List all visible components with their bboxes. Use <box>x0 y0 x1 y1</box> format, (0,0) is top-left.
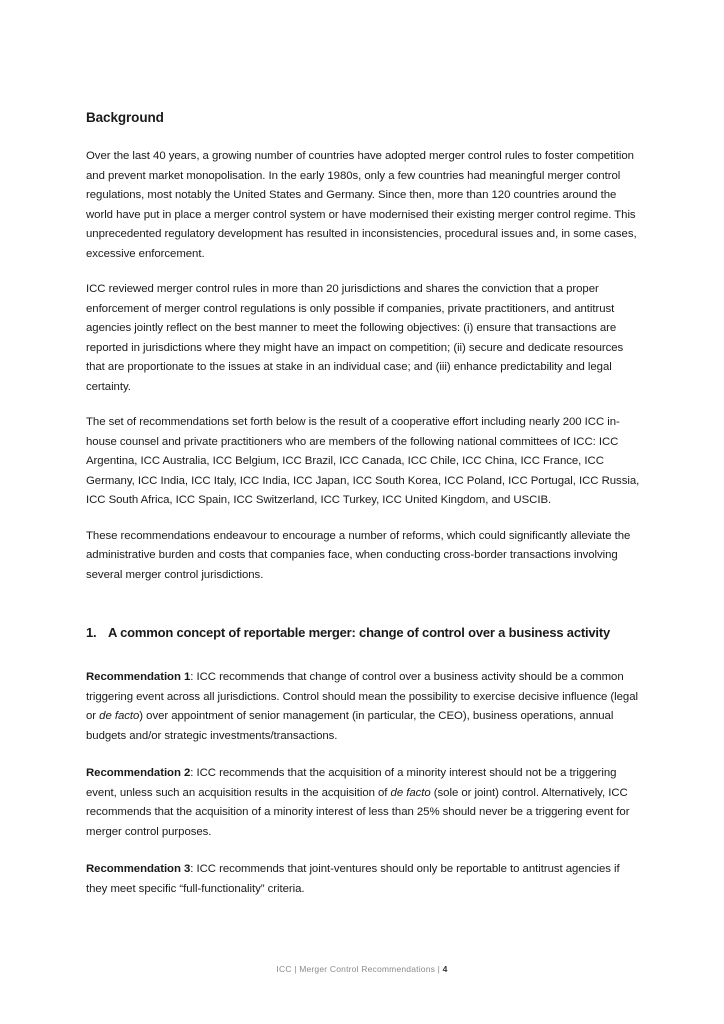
recommendation-3 <box>86 860 642 899</box>
background-heading: Background <box>86 110 164 125</box>
recommendation-3-text-a: : ICC recommends that joint-ventures should only be reportable to antitrust agencies if they meet specific “full-functionality” criteria. <box>86 863 620 895</box>
recommendation-2-label: Recommendation 2 <box>86 767 191 779</box>
recommendation-2 <box>86 764 642 842</box>
recommendation-1-text-a: : ICC recommends that change of control over a business activity should be a common triggering event across all jurisdictions. Control should mean the possibility to exercise decisive influence (legal or <box>86 671 638 722</box>
recommendation-1-italic: de facto <box>99 710 140 722</box>
section-1-number: 1. <box>86 625 97 640</box>
footer-text: ICC | Merger Control Recommendations | <box>276 964 441 974</box>
section-1-title: A common concept of reportable merger: change of control over a business activity <box>108 625 610 640</box>
background-paragraph-2: ICC reviewed merger control rules in more than 20 jurisdictions and shares the conviction that a proper enforcement of merger control regulations is only possible if companies, private practitioners, and antitrust agencies jointly reflect on the best manner to meet the following objectives: (i) ensure that transactions are reported in jurisdictions where they might have an impact on competition; (ii) secure and dedicate resources that are proportionate to the issues at stake in an individual case; and (iii) enhance predictability and legal certainty. <box>86 283 624 393</box>
page-number: 4 <box>442 964 448 974</box>
background-paragraph-1: Over the last 40 years, a growing number of countries have adopted merger control rules to foster competition and prevent market monopolisation. In the early 1980s, only a few countries had meaningful merger control regulations, most notably the United States and Germany. Since then, more than 120 countries around the world have put in place a merger control system or have modernised their existing merger control regime. This unprecedented regulatory development has resulted in inconsistencies, procedural issues and, in some cases, excessive enforcement. <box>86 150 637 260</box>
recommendation-2-text-b: (sole or joint) control. Alternatively, ICC recommends that the acquisition of a minority interest of less than 25% should never be a triggering event for merger control purposes. <box>86 786 630 838</box>
background-paragraph-4: These recommendations endeavour to encourage a number of reforms, which could significantly alleviate the administrative burden and costs that companies face, when conducting cross-border transactions involving several merger control jurisdictions. <box>86 529 631 581</box>
recommendation-1-text-b: ) over appointment of senior management (in particular, the CEO), business operations, annual budgets and/or strategic investments/transactions. <box>86 710 614 742</box>
recommendation-3-label: Recommendation 3 <box>86 863 191 875</box>
page-content <box>86 110 642 917</box>
recommendation-2-text-a: : ICC recommends that the acquisition of a minority interest should not be a triggering event, unless such an acquisition results in the acquisition of <box>86 767 617 799</box>
section-1-heading <box>86 625 642 640</box>
background-paragraph-3: The set of recommendations set forth below is the result of a cooperative effort including nearly 200 ICC in-house counsel and private practitioners who are members of the following national committees of ICC: ICC Argentina, ICC Australia, ICC Belgium, ICC Brazil, ICC Canada, ICC Chile, ICC China, ICC France, ICC Germany, ICC India, ICC Italy, ICC India, ICC Japan, ICC South Korea, ICC Poland, ICC Portugal, ICC Russia, ICC South Africa, ICC Spain, ICC Switzerland, ICC Turkey, ICC United Kingdom, and USCIB. <box>86 416 640 506</box>
recommendation-2-italic: de facto <box>390 786 431 799</box>
page-footer <box>0 964 724 974</box>
recommendation-1 <box>86 668 642 746</box>
recommendation-1-label: Recommendation 1 <box>86 671 191 683</box>
